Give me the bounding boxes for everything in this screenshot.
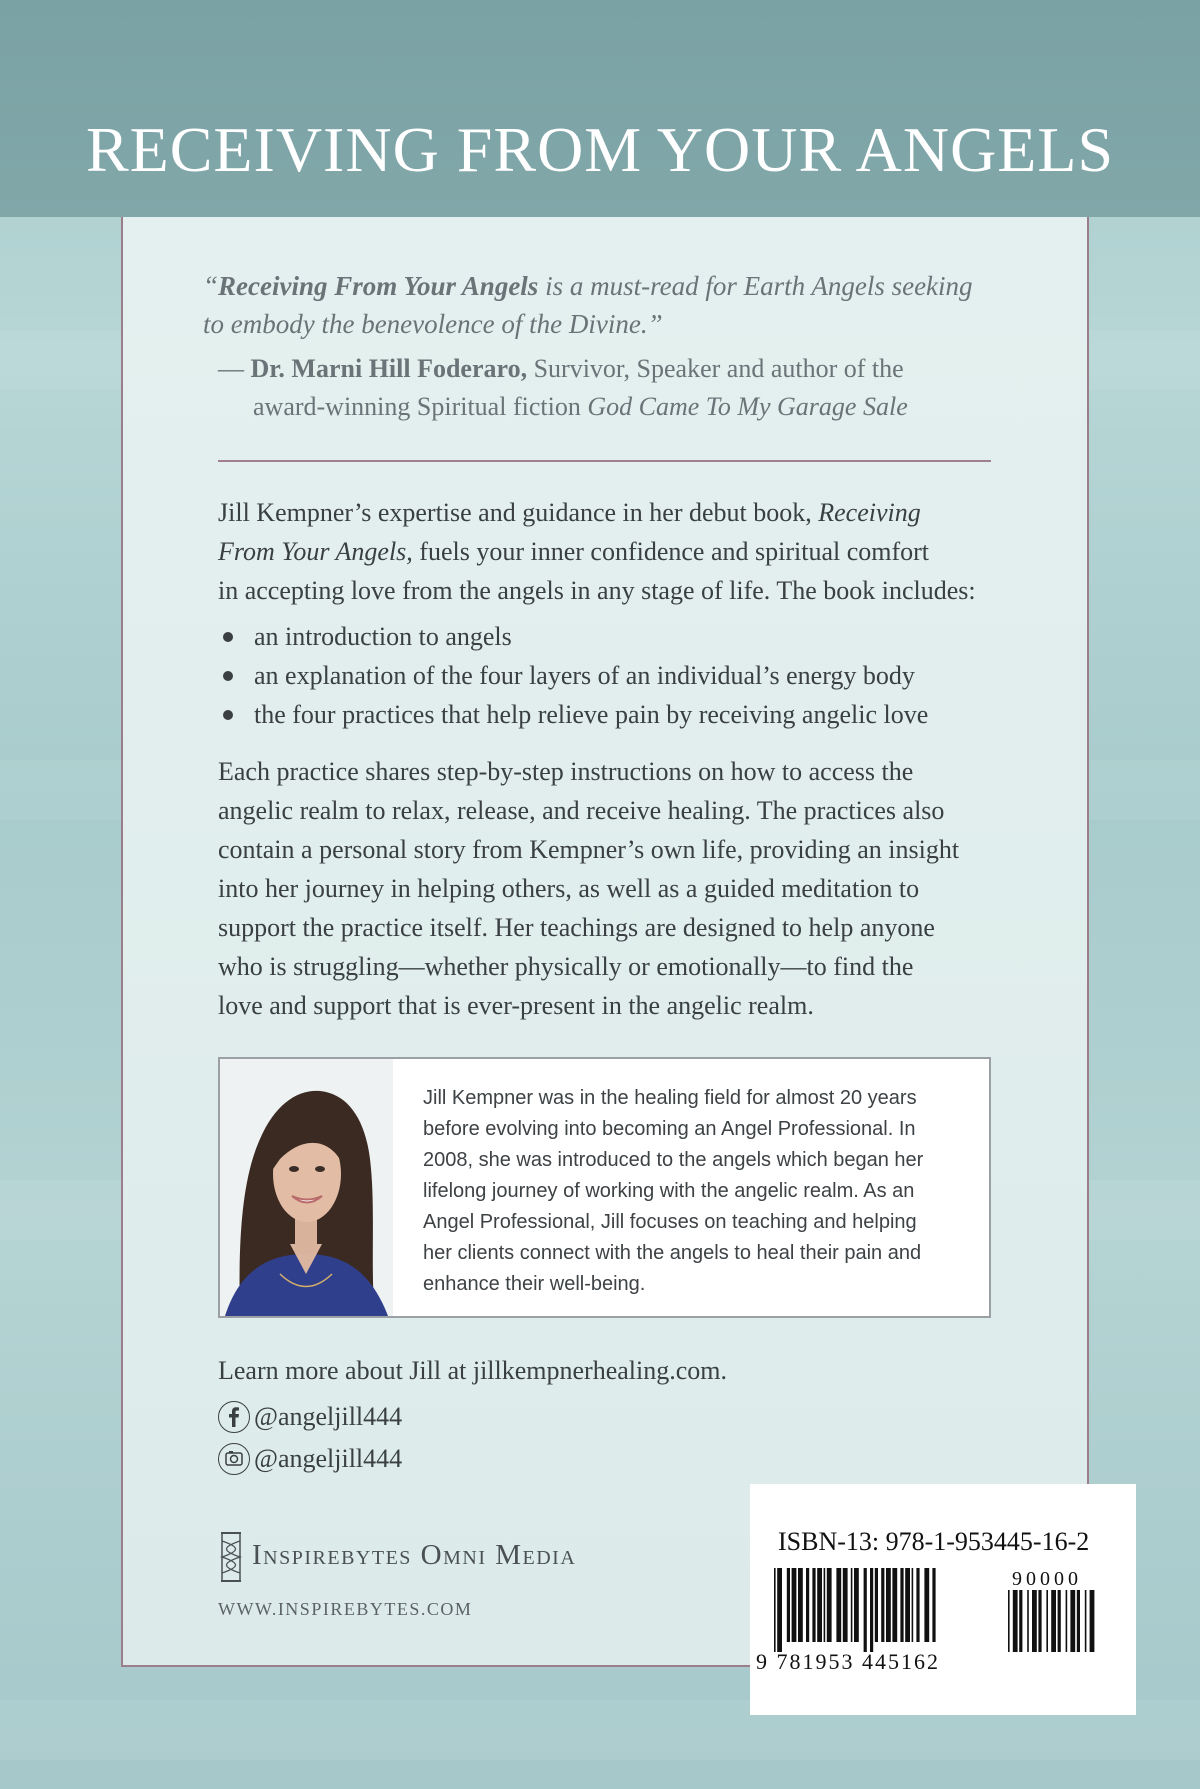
attribution-line-1 [218,350,1018,388]
description-line: support the practice itself. Her teachings are designed to help anyone [218,913,935,942]
isbn-barcode [750,1484,1136,1715]
barcode-addon-bar [1038,1590,1041,1652]
barcode-addon-bar [1013,1590,1018,1652]
intro-book-title-2: From Your Angels, [218,537,413,566]
bullet-icon [223,632,233,642]
facebook-icon [218,1401,250,1433]
barcode-bar [924,1568,929,1642]
author-bio [423,1083,983,1300]
bio-line: enhance their well-being. [423,1273,646,1295]
barcode-addon-bar [1090,1590,1095,1652]
intro-book-title: Receiving [818,498,921,527]
barcode-bar [836,1568,841,1642]
barcode-bar [824,1568,826,1642]
publisher-name: Inspirebytes Omni Media [252,1539,577,1571]
barcode-bar [881,1568,884,1642]
barcode-addon-bar [1066,1590,1068,1652]
instagram-icon [218,1443,250,1475]
section-divider [218,460,991,462]
barcode-bars [774,1568,936,1652]
facebook-handle: @angeljill444 [254,1402,403,1432]
facebook-handle-row[interactable] [218,1398,402,1432]
instagram-handle: @angeljill444 [254,1444,403,1474]
barcode-digits: 9 781953 445162 [756,1649,940,1674]
barcode-bar [892,1568,897,1642]
list-item-text: the four practices that help relieve pain by receiving angelic love [254,700,929,729]
description-line: angelic realm to relax, release, and receive healing. The practices also [218,796,945,825]
bio-line: her clients connect with the angels to heal their pain and [423,1242,922,1264]
bullet-icon [223,671,233,681]
quote-line-2: to embody the benevolence of the Divine.” [203,309,663,339]
barcode-addon-bar [1085,1590,1087,1652]
barcode-bar [787,1568,790,1642]
intro-text: Jill Kempner’s expertise and guidance in her debut book, [218,498,819,527]
bio-line: lifelong journey of working with the angelic realm. As an [423,1180,915,1202]
description-paragraph [218,752,998,1025]
instagram-handle-row[interactable] [218,1440,402,1474]
attribution-dash: — [218,354,251,383]
intro-line-2 [218,532,998,571]
list-item-text: an explanation of the four layers of an individual’s energy body [254,661,915,690]
endorser-name: Dr. Marni Hill Foderaro, [250,354,528,383]
barcode-bar [912,1568,914,1642]
barcode-bar [900,1568,903,1642]
website-link[interactable]: Learn more about Jill at jillkempnerhealing.com. [218,1356,728,1385]
barcode-addon-bar [1070,1590,1075,1652]
book-title: RECEIVING FROM YOUR ANGELS [85,114,1115,185]
book-includes-list [218,617,998,734]
list-item-text: an introduction to angels [254,622,512,651]
barcode-bar [774,1568,776,1652]
author-bio-box [218,1057,991,1318]
description-line: who is struggling—whether physically or emotionally—to find the [218,952,914,981]
description-line: contain a personal story from Kempner’s own life, providing an insight [218,835,960,864]
bio-line: before evolving into becoming an Angel Professional. In [423,1118,916,1140]
barcode-addon-bar [1077,1590,1080,1652]
barcode-bar [854,1568,859,1642]
list-item [218,617,998,656]
barcode-bar [777,1568,782,1652]
barcode-bar [864,1568,867,1652]
barcode-bar [886,1568,891,1642]
description-line: Each practice shares step-by-step instructions on how to access the [218,757,914,786]
bio-line: Jill Kempner was in the healing field for almost 20 years [423,1087,917,1109]
barcode-bar [798,1568,803,1642]
barcode-graphic [750,1484,1136,1715]
list-item [218,695,998,734]
barcode-bar [851,1568,853,1642]
barcode-addon-bar [1008,1590,1010,1652]
intro-text-2: fuels your inner confidence and spiritual comfort [412,537,930,566]
author-photo [220,1059,393,1316]
barcode-addon-bar [1032,1590,1037,1652]
intro-paragraph [218,493,998,610]
barcode-bar [905,1568,910,1642]
barcode-bar [817,1568,822,1642]
barcode-bar [792,1568,797,1642]
endorser-credentials-2: award-winning Spiritual fiction [253,392,588,421]
description-line: love and support that is ever-present in the angelic realm. [218,991,814,1020]
barcode-addon-bar [1046,1590,1048,1652]
endorser-book-title: God Came To My Garage Sale [587,392,908,421]
barcode-addon-bar [1051,1590,1056,1652]
endorsement-quote [203,267,1003,343]
intro-line-1 [218,493,998,532]
publisher-url[interactable]: WWW.INSPIREBYTES.COM [218,1599,473,1619]
endorser-credentials: Survivor, Speaker and author of the [527,354,904,383]
barcode-bar [916,1568,919,1642]
attribution-line-2 [218,388,1018,426]
quote-book-title: Receiving From Your Angels [218,271,539,301]
barcode-bar [806,1568,809,1642]
publisher-emblem-icon [218,1531,244,1583]
barcode-addon-bars [1008,1590,1094,1652]
price-code: 90000 [1012,1568,1082,1590]
isbn-label: ISBN-13: 978-1-953445-16-2 [778,1527,1090,1556]
barcode-addon-bar [1058,1590,1061,1652]
intro-line-3: in accepting love from the angels in any stage of life. The book includes: [218,576,976,605]
bio-line: Angel Professional, Jill focuses on teaching and helping [423,1211,917,1233]
bio-line: 2008, she was introduced to the angels which began her [423,1149,924,1171]
description-line: into her journey in helping others, as well as a guided meditation to [218,874,920,903]
endorsement-attribution [218,350,1018,426]
barcode-addon-bar [1019,1590,1022,1652]
barcode-bar [827,1568,832,1642]
barcode-bar [843,1568,848,1642]
list-item [218,656,998,695]
barcode-bar [812,1568,815,1642]
barcode-bar [870,1568,873,1652]
quote-line-1: “Receiving From Your Angels is a must-read for Earth Angels seeking [203,271,973,301]
barcode-bar [932,1568,935,1642]
barcode-bar [875,1568,878,1642]
bullet-icon [223,710,233,720]
barcode-addon-bar [1027,1590,1029,1652]
